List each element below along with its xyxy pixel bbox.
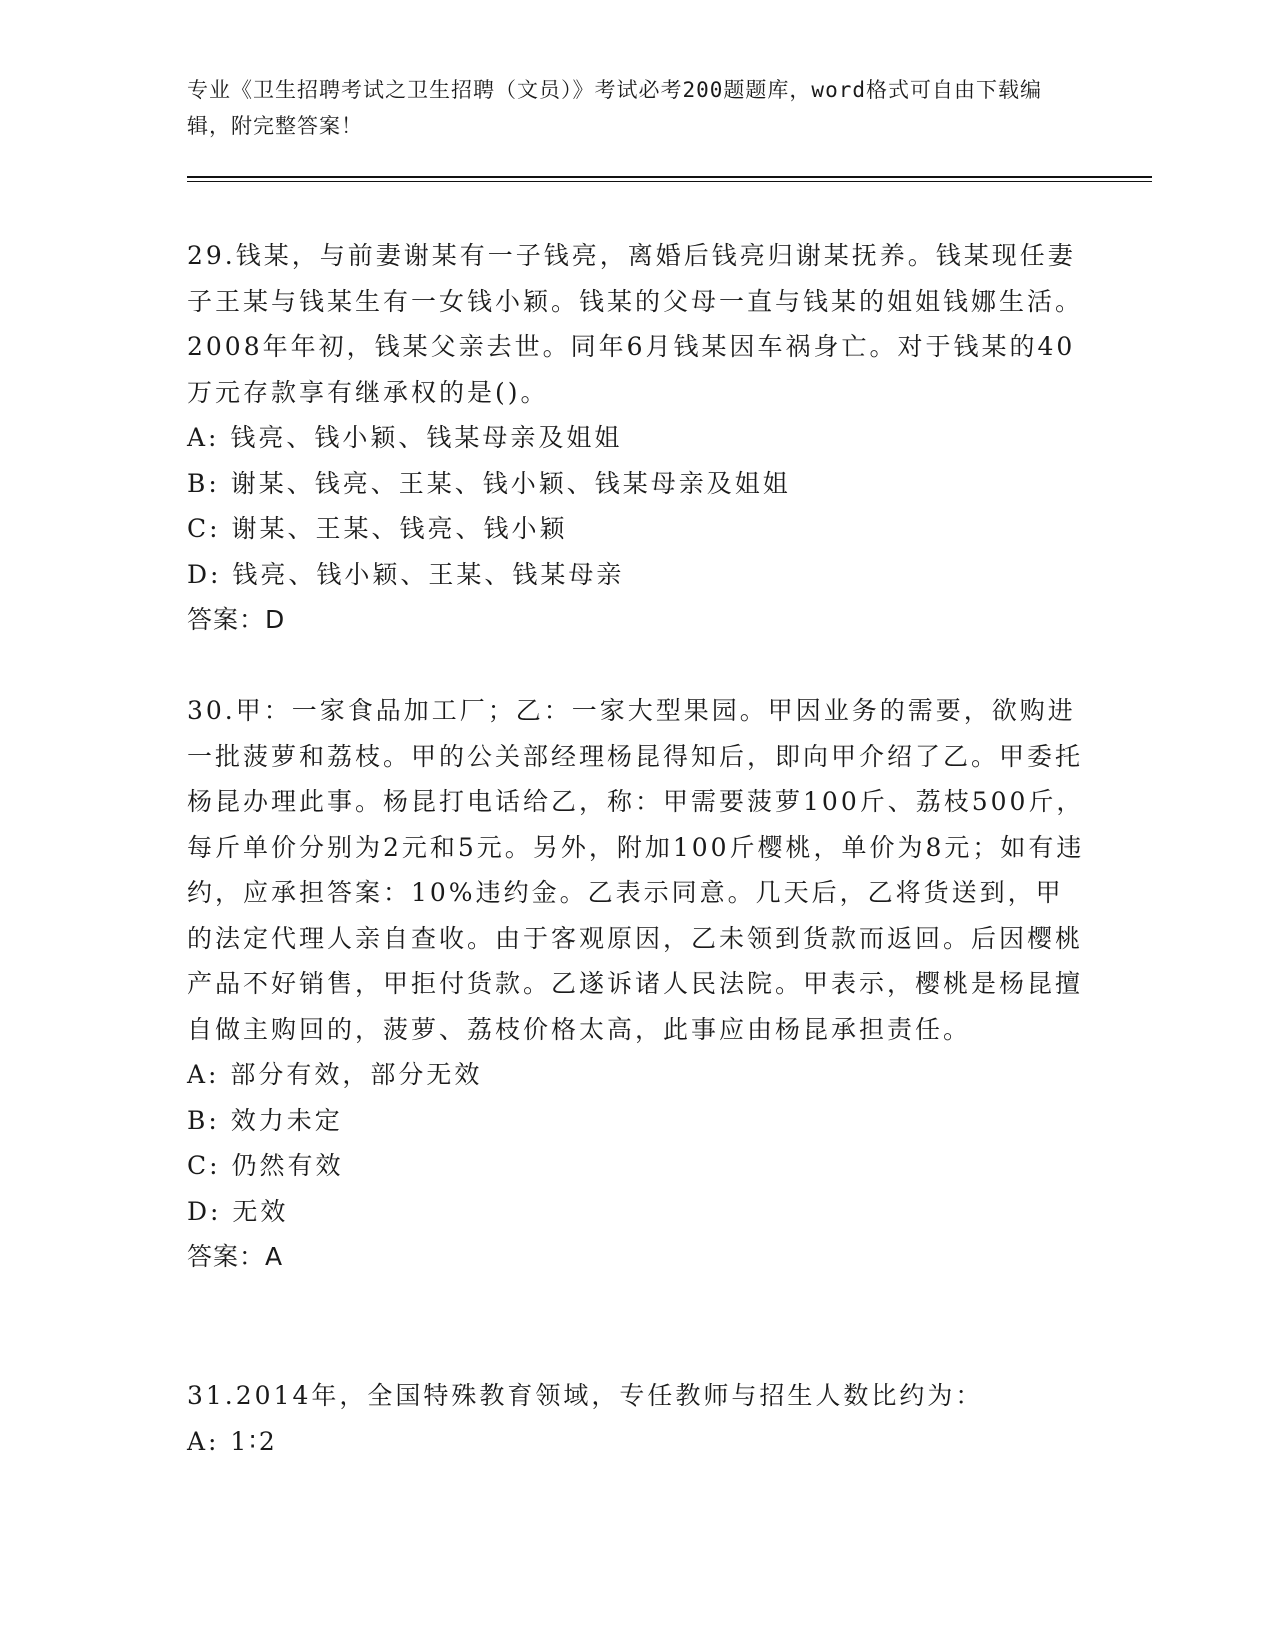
question-text: 30.甲：一家食品加工厂；乙：一家大型果园。甲因业务的需要，欲购进一批菠萝和荔枝。甲的公关部经理杨昆得知后，即向甲介绍了乙。甲委托杨昆办理此事。杨昆打电话给乙，称：甲需要菠萝100斤、荔枝500斤，每斤单价分别为2元和5元。另外，附加100斤樱桃，单价为8元；如有违约，应承担答案：10%违约金。乙表示同意。几天后，乙将货送到，甲的法定代理人亲自查收。由于客观原因，乙未领到货款而返回。后因樱桃产品不好销售，甲拒付货款。乙遂诉诸人民法院。甲表示，樱桃是杨昆擅自做主购回的，菠萝、荔枝价格太高，此事应由杨昆承担责任。 <box>187 696 1085 1044</box>
document-header: 专业《卫生招聘考试之卫生招聘（文员）》考试必考200题题库，word格式可自由下载编辑，附完整答案！ <box>187 78 1042 138</box>
option-a: A: 部分有效，部分无效 <box>187 1060 483 1089</box>
option-d: D: 钱亮、钱小颖、王某、钱某母亲 <box>187 559 625 589</box>
option-a: A: 钱亮、钱小颖、钱某母亲及姐姐 <box>187 423 623 452</box>
answer: 答案：D <box>187 605 286 634</box>
option-a: A: 1∶2 <box>187 1426 278 1456</box>
option-d: D: 无效 <box>187 1196 289 1226</box>
header-rule-thick <box>187 176 1152 178</box>
question-text: 31.2014年，全国特殊教育领域，专任教师与招生人数比约为： <box>187 1381 984 1410</box>
option-c: C: 谢某、王某、钱亮、钱小颖 <box>187 514 568 543</box>
option-b: B: 效力未定 <box>187 1105 343 1135</box>
question-text: 29.钱某，与前妻谢某有一子钱亮，离婚后钱亮归谢某抚养。钱某现任妻子王某与钱某生有一女钱小颖。钱某的父母一直与钱某的姐姐钱娜生活。2008年年初，钱某父亲去世。同年6月钱某因车祸身亡。对于钱某的40万元存款享有继承权的是()。 <box>187 241 1084 407</box>
question-30 <box>187 688 1087 1280</box>
question-29 <box>187 233 1087 643</box>
header-rule-thin <box>187 181 1152 182</box>
option-b: B: 谢某、钱亮、王某、钱小颖、钱某母亲及姐姐 <box>187 468 791 498</box>
option-c: C: 仍然有效 <box>187 1151 344 1180</box>
question-31 <box>187 1373 1087 1464</box>
answer: 答案：A <box>187 1242 284 1271</box>
